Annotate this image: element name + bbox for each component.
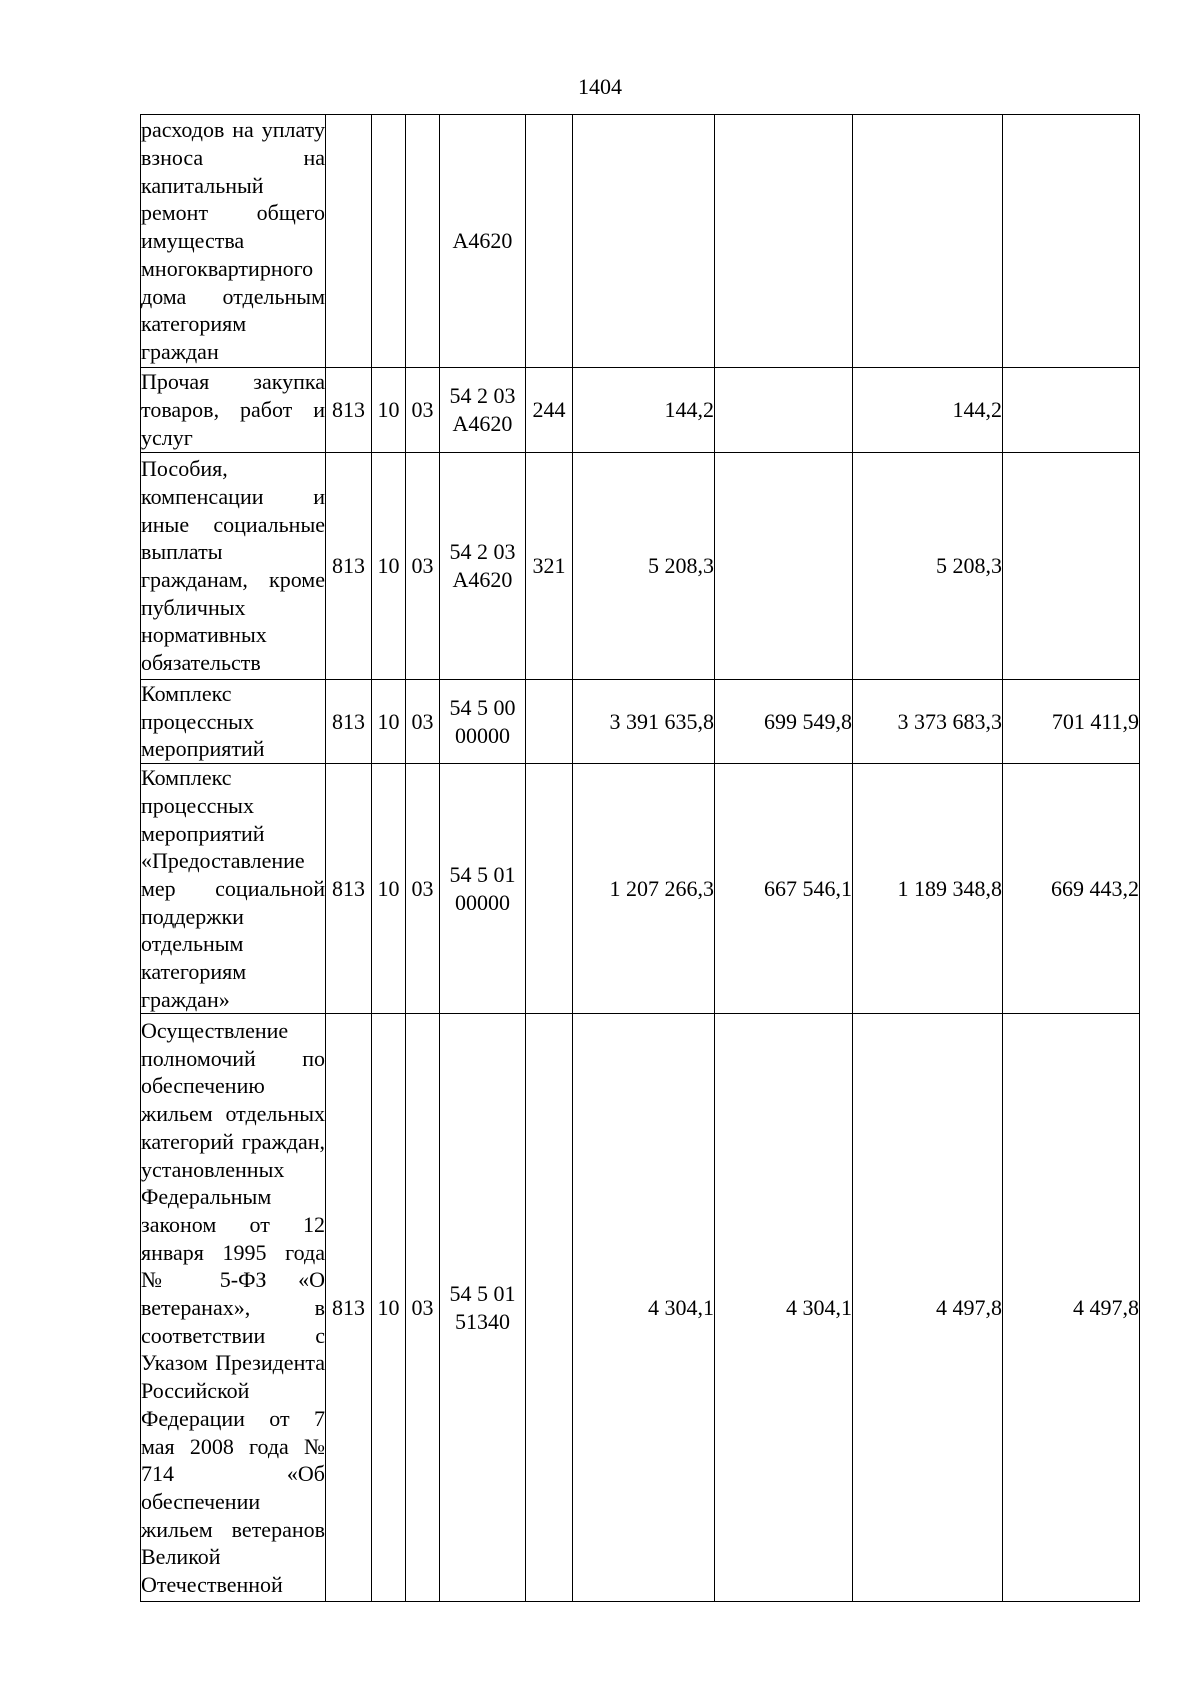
- subsection-code: 03: [406, 368, 440, 453]
- target-code: А4620: [440, 115, 526, 368]
- row-name: Комплекс процессных мероприятий: [141, 680, 326, 764]
- sum-cell: 1 207 266,3: [573, 764, 715, 1014]
- expense-type-code: [526, 1014, 573, 1602]
- ministry-code: 813: [326, 764, 372, 1014]
- section-code: 10: [372, 368, 406, 453]
- subsection-code: 03: [406, 1014, 440, 1602]
- ministry-code: 813: [326, 453, 372, 680]
- sum-cell: 3 373 683,3: [853, 680, 1003, 764]
- target-code: 54 5 00 00000: [440, 680, 526, 764]
- ministry-code: 813: [326, 368, 372, 453]
- row-name: расходов на уплату взноса на капитальный ремонт общего имущества многоквартирного дома отдельным категориям граждан: [141, 115, 326, 368]
- sum-cell: 669 443,2: [1003, 764, 1140, 1014]
- sum-cell: 699 549,8: [715, 680, 853, 764]
- target-code: 54 2 03 А4620: [440, 453, 526, 680]
- table-row: [141, 453, 1140, 680]
- table-row: [141, 680, 1140, 764]
- target-code: 54 5 01 51340: [440, 1014, 526, 1602]
- page-number: 1404: [578, 74, 622, 99]
- section-code: 10: [372, 680, 406, 764]
- subsection-code: 03: [406, 764, 440, 1014]
- sum-cell: [715, 115, 853, 368]
- target-code: 54 5 01 00000: [440, 764, 526, 1014]
- ministry-code: 813: [326, 680, 372, 764]
- sum-cell: [573, 115, 715, 368]
- row-name: Прочая закупка товаров, работ и услуг: [141, 368, 326, 453]
- sum-cell: [1003, 453, 1140, 680]
- row-name: Осуществление полномочий по обеспечению жильем отдельных категорий граждан, установленных Федеральным законом от 12 января 1995 года № 5-ФЗ «О ветеранах», в соответствии с Указом Президента Российской Федерации от 7 мая 2008 года № 714 «Об обеспечении жильем ветеранов Великой Отечественной: [141, 1014, 326, 1602]
- sum-cell: 5 208,3: [853, 453, 1003, 680]
- section-code: 10: [372, 1014, 406, 1602]
- section-code: 10: [372, 764, 406, 1014]
- sum-cell: [1003, 115, 1140, 368]
- ministry-code: 813: [326, 1014, 372, 1602]
- sum-cell: 5 208,3: [573, 453, 715, 680]
- subsection-code: 03: [406, 453, 440, 680]
- sum-cell: 701 411,9: [1003, 680, 1140, 764]
- sum-cell: 3 391 635,8: [573, 680, 715, 764]
- subsection-code: [406, 115, 440, 368]
- expense-type-code: [526, 680, 573, 764]
- sum-cell: 144,2: [853, 368, 1003, 453]
- section-code: [372, 115, 406, 368]
- table-row: [141, 764, 1140, 1014]
- sum-cell: [715, 368, 853, 453]
- target-code: 54 2 03 А4620: [440, 368, 526, 453]
- expense-type-code: [526, 115, 573, 368]
- table-row: [141, 115, 1140, 368]
- sum-cell: [1003, 368, 1140, 453]
- sum-cell: 1 189 348,8: [853, 764, 1003, 1014]
- sum-cell: 667 546,1: [715, 764, 853, 1014]
- sum-cell: [853, 115, 1003, 368]
- sum-cell: 4 304,1: [715, 1014, 853, 1602]
- row-name: Пособия, компенсации и иные социальные выплаты гражданам, кроме публичных нормативных обязательств: [141, 453, 326, 680]
- subsection-code: 03: [406, 680, 440, 764]
- sum-cell: 144,2: [573, 368, 715, 453]
- section-code: 10: [372, 453, 406, 680]
- expense-type-code: [526, 764, 573, 1014]
- sum-cell: 4 497,8: [853, 1014, 1003, 1602]
- table-row: [141, 1014, 1140, 1602]
- table-row: [141, 368, 1140, 453]
- expense-type-code: 321: [526, 453, 573, 680]
- sum-cell: 4 304,1: [573, 1014, 715, 1602]
- sum-cell: 4 497,8: [1003, 1014, 1140, 1602]
- budget-table: [140, 114, 1140, 1602]
- row-name: Комплекс процессных мероприятий «Предоставление мер социальной поддержки отдельным категориям граждан»: [141, 764, 326, 1014]
- ministry-code: [326, 115, 372, 368]
- expense-type-code: 244: [526, 368, 573, 453]
- sum-cell: [715, 453, 853, 680]
